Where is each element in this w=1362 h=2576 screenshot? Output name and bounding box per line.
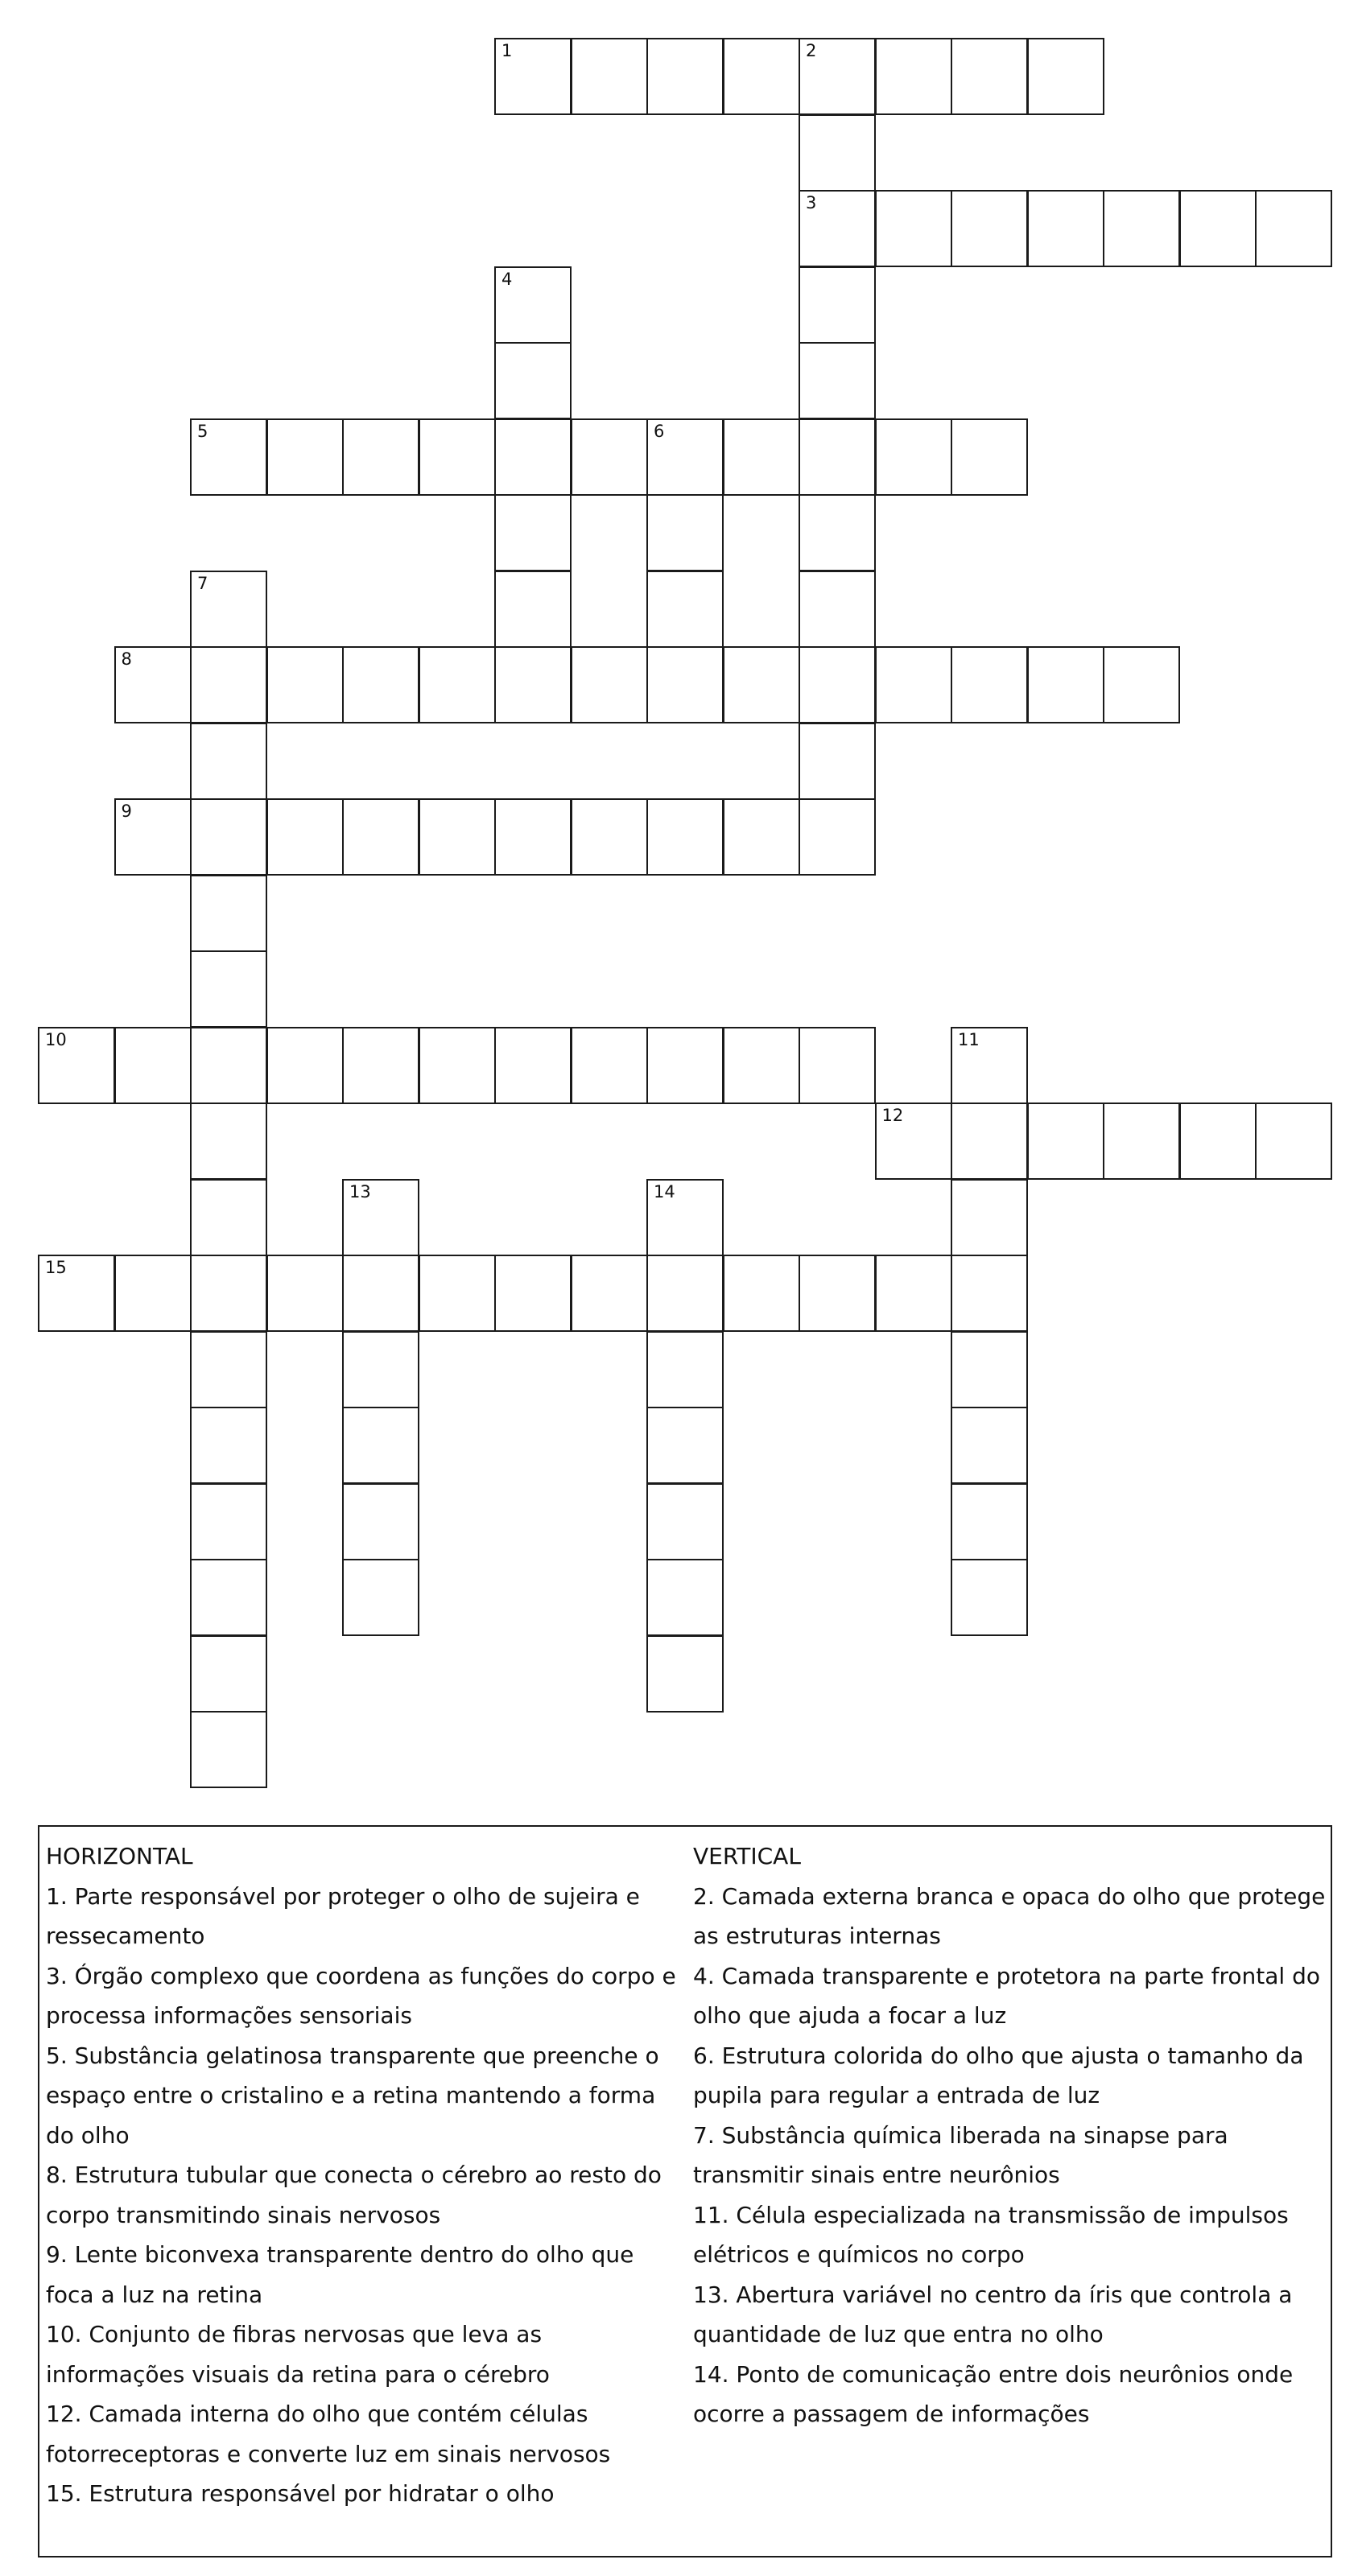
grid-cell[interactable]	[342, 1331, 419, 1408]
grid-cell[interactable]	[951, 1255, 1028, 1332]
grid-cell[interactable]	[190, 571, 267, 648]
down-clue: 14. Ponto de comunicação entre dois neurônios onde ocorre a passagem de informações	[693, 2360, 1294, 2427]
down-clue: 13. Abertura variável no centro da íris que controla a quantidade de luz que entra no olho	[693, 2281, 1293, 2347]
across-clue: 5. Substância gelatinosa transparente que preenche o espaço entre o cristalino e a retina mantendo a forma do olho	[46, 2042, 659, 2149]
grid-cell[interactable]	[190, 1103, 267, 1180]
grid-cell[interactable]	[875, 418, 952, 496]
grid-cell[interactable]	[190, 1559, 267, 1636]
grid-cell[interactable]	[723, 418, 800, 496]
clue-number: 8	[121, 649, 132, 669]
grid-cell[interactable]	[342, 646, 419, 723]
grid-cell[interactable]	[114, 1027, 192, 1104]
grid-cell[interactable]	[419, 646, 496, 723]
clue-number: 10	[45, 1029, 67, 1049]
grid-cell[interactable]	[875, 1255, 952, 1332]
grid-cell[interactable]	[190, 1483, 267, 1560]
grid-cell[interactable]	[875, 1103, 952, 1180]
down-clue: 4. Camada transparente e protetora na parte frontal do olho que ajuda a focar a luz	[693, 1962, 1320, 2029]
down-clues-column	[693, 1836, 1329, 2434]
clue-number: 2	[806, 41, 817, 60]
grid-cell[interactable]	[1027, 1103, 1104, 1180]
grid-cell[interactable]	[494, 342, 572, 419]
grid-cell[interactable]	[723, 646, 800, 723]
grid-cell[interactable]	[799, 798, 876, 876]
grid-cell[interactable]	[190, 950, 267, 1028]
grid-cell[interactable]	[190, 1179, 267, 1256]
grid-cell[interactable]	[951, 646, 1028, 723]
grid-cell[interactable]	[1179, 1103, 1257, 1180]
grid-cell[interactable]	[723, 798, 800, 876]
grid-cell[interactable]	[494, 571, 572, 648]
grid-cell[interactable]	[494, 266, 572, 344]
grid-cell[interactable]	[951, 1027, 1028, 1104]
across-clue: 9. Lente biconvexa transparente dentro do olho que foca a luz na retina	[46, 2241, 634, 2308]
grid-cell[interactable]	[799, 494, 876, 571]
grid-cell[interactable]	[1027, 38, 1104, 115]
grid-cell[interactable]	[799, 418, 876, 496]
grid-cell[interactable]	[190, 1331, 267, 1408]
grid-cell[interactable]	[951, 38, 1028, 115]
grid-cell[interactable]	[190, 1711, 267, 1788]
grid-cell[interactable]	[190, 798, 267, 876]
grid-cell[interactable]	[646, 1179, 724, 1256]
grid-cell[interactable]	[419, 1027, 496, 1104]
grid-cell[interactable]	[571, 646, 648, 723]
grid-cell[interactable]	[494, 798, 572, 876]
grid-cell[interactable]	[494, 38, 572, 115]
grid-cell[interactable]	[723, 38, 800, 115]
grid-cell[interactable]	[646, 571, 724, 648]
grid-cell[interactable]	[494, 1027, 572, 1104]
across-clue: 3. Órgão complexo que coordena as funções do corpo e processa informações sensoriais	[46, 1962, 676, 2029]
grid-cell[interactable]	[875, 38, 952, 115]
across-clues-column	[46, 1836, 682, 2514]
grid-cell[interactable]	[266, 798, 344, 876]
grid-cell[interactable]	[646, 1027, 724, 1104]
grid-cell[interactable]	[190, 1027, 267, 1104]
grid-cell[interactable]	[342, 1179, 419, 1256]
grid-cell[interactable]	[571, 418, 648, 496]
grid-cell[interactable]	[646, 1559, 724, 1636]
grid-cell[interactable]	[342, 1027, 419, 1104]
grid-cell[interactable]	[494, 1255, 572, 1332]
grid-cell[interactable]	[1179, 190, 1257, 267]
grid-cell[interactable]	[342, 1483, 419, 1560]
grid-cell[interactable]	[1103, 1103, 1180, 1180]
clue-number: 5	[197, 421, 208, 441]
clues-panel	[38, 1825, 1332, 2557]
grid-cell[interactable]	[799, 1255, 876, 1332]
grid-cell[interactable]	[190, 418, 267, 496]
grid-cell[interactable]	[494, 646, 572, 723]
clue-number: 9	[121, 802, 132, 821]
grid-cell[interactable]	[190, 875, 267, 952]
grid-cell[interactable]	[646, 1635, 724, 1713]
grid-cell[interactable]	[799, 646, 876, 723]
down-heading: VERTICAL	[693, 1843, 801, 1869]
clue-number: 13	[349, 1181, 371, 1201]
grid-cell[interactable]	[571, 38, 648, 115]
clue-number: 4	[501, 269, 513, 289]
grid-cell[interactable]	[494, 494, 572, 571]
across-clue: 12. Camada interna do olho que contém células fotorreceptoras e converte luz em sinais nervosos	[46, 2401, 611, 2467]
grid-cell[interactable]	[646, 798, 724, 876]
grid-cell[interactable]	[951, 1331, 1028, 1408]
grid-cell[interactable]	[646, 38, 724, 115]
grid-cell[interactable]	[342, 1407, 419, 1484]
grid-cell[interactable]	[646, 1331, 724, 1408]
across-clue: 10. Conjunto de fibras nervosas que leva as informações visuais da retina para o cérebro	[46, 2321, 550, 2388]
grid-cell[interactable]	[799, 723, 876, 800]
grid-cell[interactable]	[38, 1255, 115, 1332]
grid-cell[interactable]	[419, 798, 496, 876]
grid-cell[interactable]	[646, 646, 724, 723]
grid-cell[interactable]	[342, 418, 419, 496]
grid-cell[interactable]	[723, 1027, 800, 1104]
grid-cell[interactable]	[419, 418, 496, 496]
grid-cell[interactable]	[646, 494, 724, 571]
grid-cell[interactable]	[266, 1255, 344, 1332]
clue-number: 6	[654, 421, 665, 441]
grid-cell[interactable]	[38, 1027, 115, 1104]
grid-cell[interactable]	[571, 798, 648, 876]
grid-cell[interactable]	[1255, 190, 1332, 267]
grid-cell[interactable]	[799, 190, 876, 267]
grid-cell[interactable]	[951, 1407, 1028, 1484]
clue-number: 7	[197, 573, 208, 593]
grid-cell[interactable]	[1103, 646, 1180, 723]
grid-cell[interactable]	[190, 723, 267, 800]
grid-cell[interactable]	[1103, 190, 1180, 267]
down-clue: 2. Camada externa branca e opaca do olho que protege as estruturas internas	[693, 1882, 1326, 1949]
grid-cell[interactable]	[875, 646, 952, 723]
grid-cell[interactable]	[266, 1027, 344, 1104]
grid-cell[interactable]	[951, 1103, 1028, 1180]
grid-cell[interactable]	[799, 38, 876, 115]
clue-number: 1	[501, 41, 513, 60]
grid-cell[interactable]	[342, 798, 419, 876]
grid-cell[interactable]	[342, 1559, 419, 1636]
grid-cell[interactable]	[266, 418, 344, 496]
grid-cell[interactable]	[114, 798, 192, 876]
grid-cell[interactable]	[114, 646, 192, 723]
grid-cell[interactable]	[190, 1255, 267, 1332]
grid-cell[interactable]	[1027, 646, 1104, 723]
grid-cell[interactable]	[799, 114, 876, 192]
down-clue: 11. Célula especializada na transmissão de impulsos elétricos e químicos no corpo	[693, 2201, 1289, 2268]
grid-cell[interactable]	[646, 1255, 724, 1332]
grid-cell[interactable]	[1255, 1103, 1332, 1180]
grid-cell[interactable]	[266, 646, 344, 723]
grid-cell[interactable]	[875, 190, 952, 267]
grid-cell[interactable]	[951, 418, 1028, 496]
grid-cell[interactable]	[799, 571, 876, 648]
grid-cell[interactable]	[646, 1483, 724, 1560]
grid-cell[interactable]	[571, 1027, 648, 1104]
grid-cell[interactable]	[799, 342, 876, 419]
down-clue: 6. Estrutura colorida do olho que ajusta o tamanho da pupila para regular a entrada de luz	[693, 2042, 1304, 2108]
grid-cell[interactable]	[494, 418, 572, 496]
grid-cell[interactable]	[799, 266, 876, 344]
grid-cell[interactable]	[571, 1255, 648, 1332]
across-clue: 15. Estrutura responsável por hidratar o olho	[46, 2480, 555, 2507]
grid-cell[interactable]	[190, 1635, 267, 1713]
across-heading: HORIZONTAL	[46, 1843, 193, 1869]
grid-cell[interactable]	[342, 1255, 419, 1332]
grid-cell[interactable]	[951, 190, 1028, 267]
clue-number: 12	[881, 1106, 904, 1125]
grid-cell[interactable]	[646, 1407, 724, 1484]
down-clue: 7. Substância química liberada na sinapse para transmitir sinais entre neurônios	[693, 2121, 1228, 2188]
clue-number: 3	[806, 193, 817, 212]
clue-number: 11	[958, 1029, 980, 1049]
clue-number: 15	[45, 1258, 67, 1277]
grid-cell[interactable]	[951, 1559, 1028, 1636]
grid-cell[interactable]	[723, 1255, 800, 1332]
across-clue: 1. Parte responsável por proteger o olho de sujeira e ressecamento	[46, 1882, 640, 1949]
clue-number: 14	[654, 1181, 675, 1201]
grid-cell[interactable]	[114, 1255, 192, 1332]
grid-cell[interactable]	[646, 418, 724, 496]
grid-cell[interactable]	[419, 1255, 496, 1332]
grid-cell[interactable]	[951, 1483, 1028, 1560]
grid-cell[interactable]	[1027, 190, 1104, 267]
grid-cell[interactable]	[190, 1407, 267, 1484]
grid-cell[interactable]	[190, 646, 267, 723]
grid-cell[interactable]	[799, 1027, 876, 1104]
across-clue: 8. Estrutura tubular que conecta o cérebro ao resto do corpo transmitindo sinais nervosos	[46, 2162, 662, 2228]
grid-cell[interactable]	[951, 1179, 1028, 1256]
